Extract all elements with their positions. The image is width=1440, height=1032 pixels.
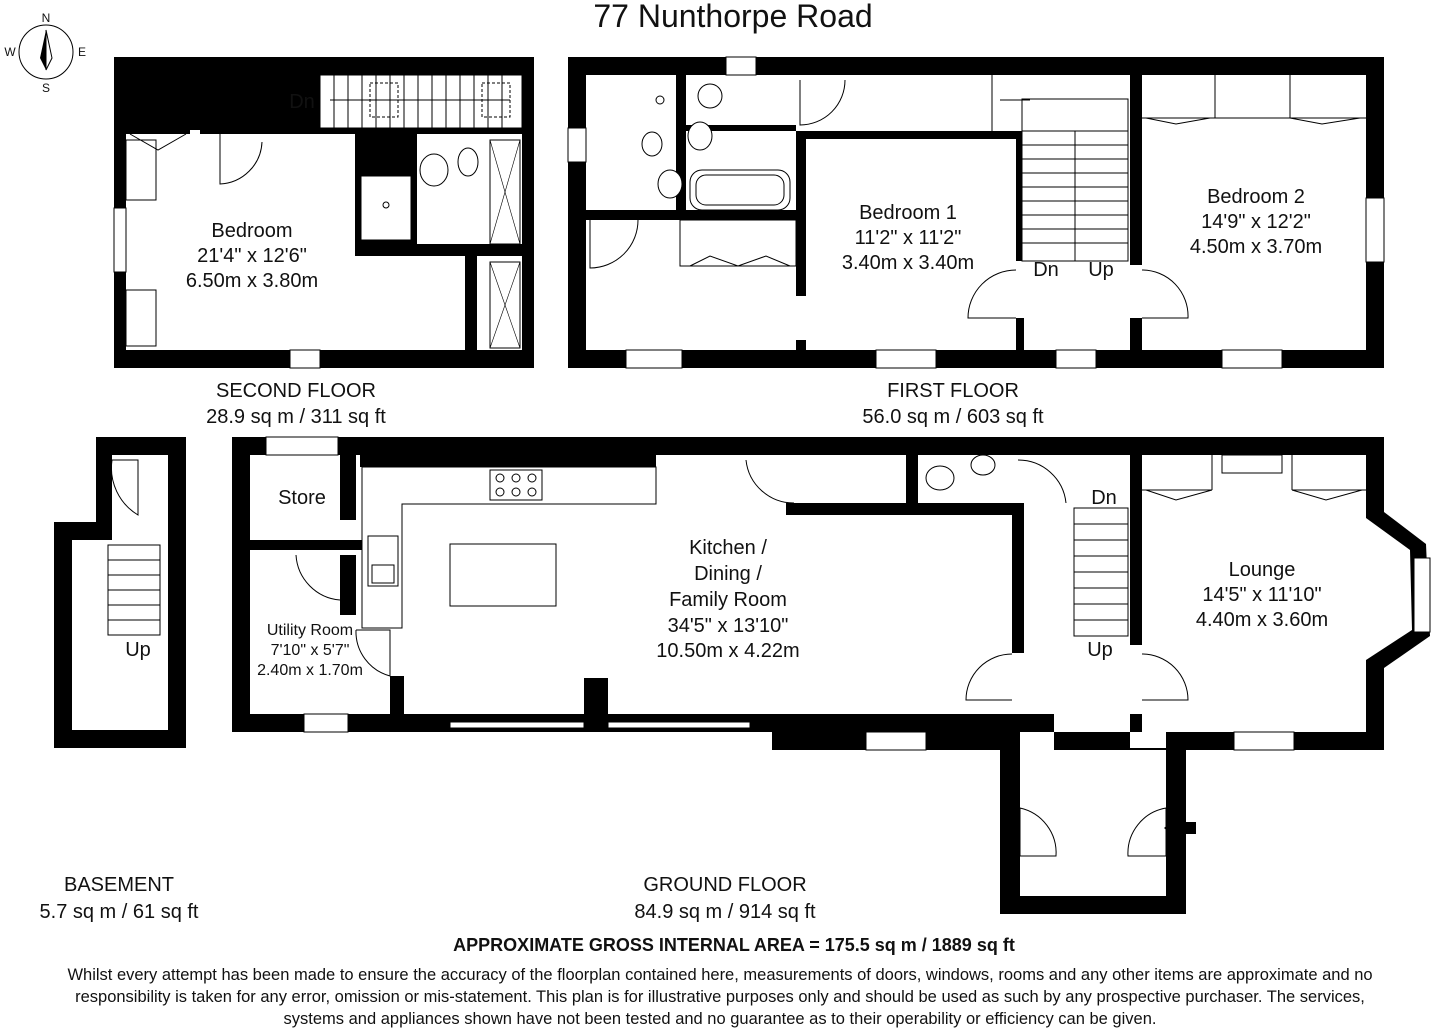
bedroom1-name: Bedroom 1 — [859, 202, 957, 224]
second-floor-bedroom-name: Bedroom — [211, 220, 293, 242]
bedroom1-metric: 3.40m x 3.40m — [841, 252, 975, 274]
utility-room-imperial: 7'10" x 5'7" — [270, 642, 350, 659]
compass-icon — [4, 11, 86, 95]
kitchen-metric: 10.50m x 4.22m — [656, 640, 800, 662]
lounge-metric: 4.40m x 3.60m — [1195, 609, 1329, 631]
ground-floor-plan — [232, 437, 1430, 914]
second-floor-bedroom-imperial: 21'4" x 12'6" — [197, 245, 307, 267]
ground-floor-stairs-dn: Dn — [1091, 487, 1117, 509]
basement-caption: BASEMENT — [63, 874, 175, 896]
ground-floor-caption: GROUND FLOOR — [643, 874, 807, 896]
kitchen-line2: Dining / — [694, 563, 762, 585]
second-floor-stairs-label: Dn — [289, 91, 315, 113]
kitchen-line1: Kitchen / — [689, 537, 767, 559]
compass-s: S — [41, 81, 51, 95]
bedroom2-name: Bedroom 2 — [1207, 186, 1305, 208]
utility-room-metric: 2.40m x 1.70m — [257, 662, 363, 679]
gross-internal-area: APPROXIMATE GROSS INTERNAL AREA = 175.5 sq m / 1889 sq ft — [453, 935, 1015, 955]
first-floor-caption: FIRST FLOOR — [887, 380, 1019, 402]
basement-plan — [54, 437, 186, 748]
second-floor-bedroom-metric: 6.50m x 3.80m — [185, 270, 319, 292]
basement-stairs-label: Up — [125, 639, 151, 661]
first-floor-plan — [568, 57, 1384, 368]
compass-w: W — [4, 45, 16, 59]
bedroom1-imperial: 11'2" x 11'2" — [854, 227, 962, 249]
utility-room-name: Utility Room — [266, 622, 354, 639]
bedroom2-imperial: 14'9" x 12'2" — [1201, 211, 1311, 233]
compass-e: E — [77, 45, 87, 59]
kitchen-imperial: 34'5" x 13'10" — [667, 615, 789, 637]
first-floor-area: 56.0 sq m / 603 sq ft — [862, 406, 1044, 428]
first-floor-stairs-up: Up — [1088, 259, 1114, 281]
ground-floor-stairs-up: Up — [1087, 639, 1113, 661]
ground-floor-area: 84.9 sq m / 914 sq ft — [634, 901, 816, 923]
lounge-imperial: 14'5" x 11'10" — [1202, 584, 1322, 606]
basement-area: 5.7 sq m / 61 sq ft — [39, 901, 199, 923]
first-floor-stairs-dn: Dn — [1033, 259, 1059, 281]
plan-title: 77 Nunthorpe Road — [593, 0, 873, 34]
bedroom2-metric: 4.50m x 3.70m — [1189, 236, 1323, 258]
store-label: Store — [278, 487, 326, 509]
disclaimer-text: Whilst every attempt has been made to ensure the accuracy of the floorplan contained here, measurements of doors, windows, rooms and any other items are approximate and no responsibility is taken for any error, omission or mis-statement. This plan is for illustrative purposes only and should be used as such by any prospective purchaser. The services, systems and appliances shown have not been tested and no guarantee as to their operability or efficiency can be given. — [67, 966, 1373, 1028]
second-floor-plan — [114, 57, 534, 368]
second-floor-area: 28.9 sq m / 311 sq ft — [206, 406, 386, 428]
kitchen-line3: Family Room — [669, 589, 787, 611]
lounge-name: Lounge — [1228, 559, 1296, 581]
second-floor-caption: SECOND FLOOR — [215, 380, 377, 402]
compass-n: N — [41, 11, 51, 25]
